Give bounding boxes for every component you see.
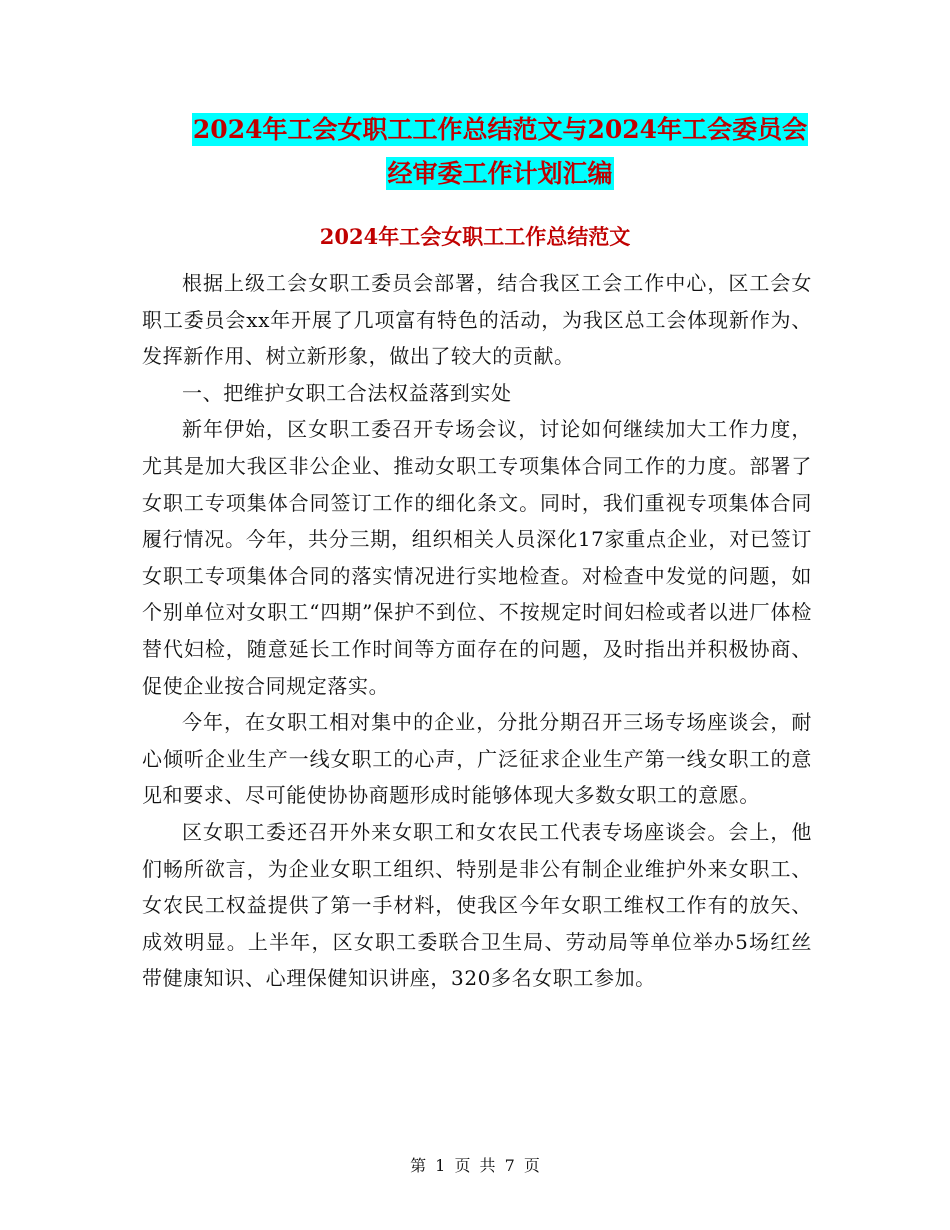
paragraph-contracts: 新年伊始，区女职工委召开专场会议，讨论如何继续加大工作力度，尤其是加大我区非公企业、推动女职工专项集体合同工作的力度。部署了女职工专项集体合同签订工作的细化条文。同时，我们重视专项集体合同履行情况。今年，共分三期，组织相关人员深化17家重点企业，对已签订女职工专项集体合同的落实情况进行实地检查。对检查中发觉的问题，如个别单位对女职工“四期”保护不到位、不按规定时间妇检或者以进厂体检替代妇检，随意延长工作时间等方面存在的问题，及时指出并积极协商、促使企业按合同规定落实。: [142, 417, 812, 698]
paragraph-intro: 根据上级工会女职工委员会部署，结合我区工会工作中心，区工会女职工委员会xx年开展了几项富有特色的活动，为我区总工会体现新作为、发挥新作用、树立新形象，做出了较大的贡献。: [142, 271, 812, 369]
paragraph-subheading: 一、把维护女职工合法权益落到实处: [182, 380, 512, 405]
section-heading: 2024年工会女职工工作总结范文: [319, 224, 631, 249]
document-title-line-1: [150, 113, 850, 147]
paragraph-forums: 今年，在女职工相对集中的企业，分批分期召开三场专场座谈会，耐心倾听企业生产一线女职工的心声，广泛征求企业生产第一线女职工的意见和要求、尽可能使协协商题形成时能够体现大多数女职工的意愿。: [142, 710, 812, 808]
paragraph-migrant-workers: 区女职工委还召开外来女职工和女农民工代表专场座谈会。会上，他们畅所欲言，为企业女职工组织、特别是非公有制企业维护外来女职工、女农民工权益提供了第一手材料，使我区今年女职工维权工作有的放矢、成效明显。上半年，区女职工委联合卫生局、劳动局等单位举办5场红丝带健康知识、心理保健知识讲座，320多名女职工参加。: [142, 819, 812, 991]
title-highlight: 2024年工会女职工工作总结范文与2024年工会委员会: [192, 115, 808, 144]
document-title-line-2: [150, 157, 850, 191]
page-footer: 第 1 页 共 7 页: [410, 1156, 540, 1175]
body-text: [142, 265, 812, 997]
title-highlight: 经审委工作计划汇编: [387, 159, 613, 188]
